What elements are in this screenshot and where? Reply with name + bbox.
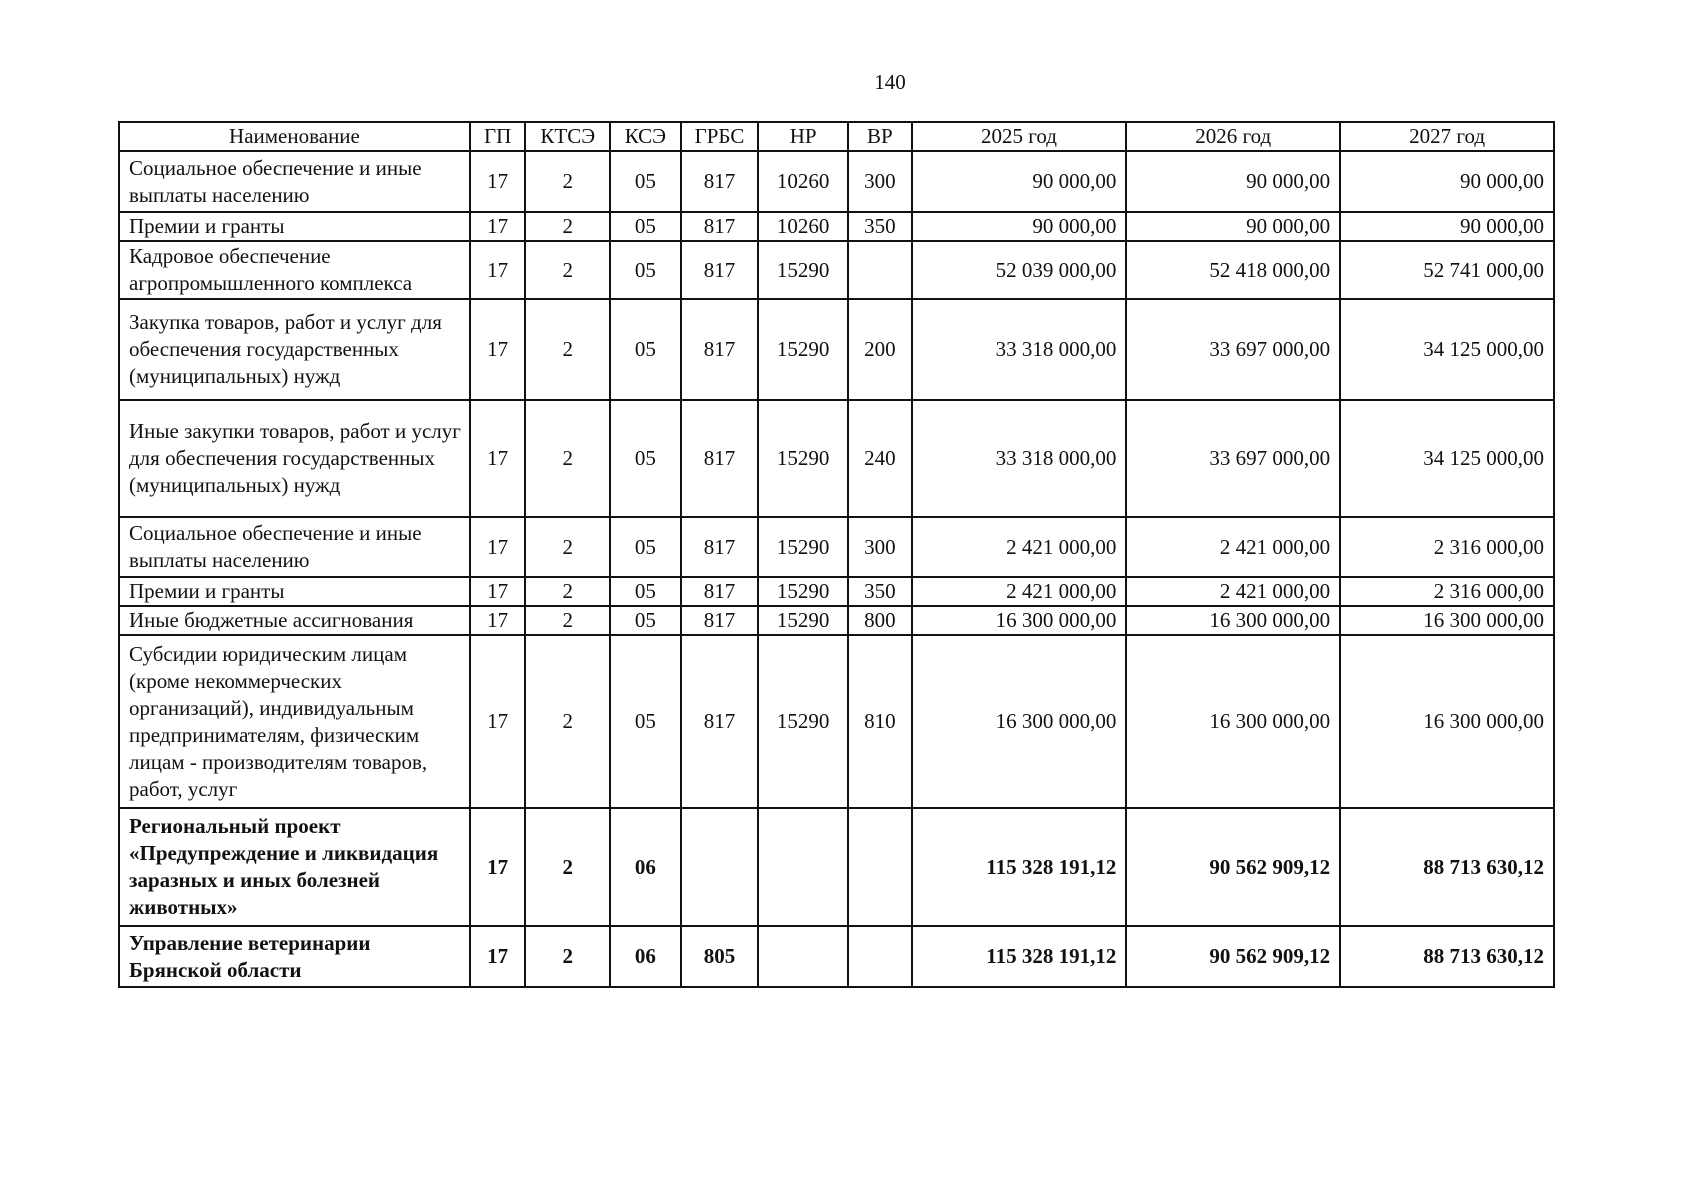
row-ktse: 2 bbox=[525, 151, 610, 212]
table-row bbox=[119, 299, 1554, 400]
row-amount-2026: 16 300 000,00 bbox=[1126, 635, 1340, 808]
row-amount-2027: 34 125 000,00 bbox=[1340, 299, 1554, 400]
row-amount-2025: 52 039 000,00 bbox=[912, 241, 1127, 299]
row-ktse: 2 bbox=[525, 577, 610, 606]
header-gp: ГП bbox=[470, 122, 525, 151]
header-2025: 2025 год bbox=[912, 122, 1127, 151]
row-name: Субсидии юридическим лицам (кроме некоммерческих организаций), индивидуальным предпринимателям, физическим лицам - производителям товаров, работ, услуг bbox=[119, 635, 470, 808]
row-ktse: 2 bbox=[525, 299, 610, 400]
row-name: Социальное обеспечение и иные выплаты населению bbox=[119, 151, 470, 212]
row-ktse: 2 bbox=[525, 400, 610, 517]
row-vr bbox=[848, 926, 912, 987]
row-gp: 17 bbox=[470, 517, 525, 577]
row-ktse: 2 bbox=[525, 926, 610, 987]
row-nr bbox=[758, 808, 848, 926]
row-vr: 800 bbox=[848, 606, 912, 635]
row-amount-2027: 2 316 000,00 bbox=[1340, 577, 1554, 606]
row-amount-2025: 115 328 191,12 bbox=[912, 926, 1127, 987]
row-amount-2025: 16 300 000,00 bbox=[912, 606, 1127, 635]
header-grbs: ГРБС bbox=[681, 122, 759, 151]
row-amount-2025: 115 328 191,12 bbox=[912, 808, 1127, 926]
row-gp: 17 bbox=[470, 926, 525, 987]
row-kse: 05 bbox=[610, 400, 681, 517]
table-row bbox=[119, 212, 1554, 241]
row-amount-2027: 88 713 630,12 bbox=[1340, 808, 1554, 926]
row-nr: 15290 bbox=[758, 606, 848, 635]
table-row bbox=[119, 241, 1554, 299]
budget-table bbox=[118, 121, 1555, 988]
table-row bbox=[119, 635, 1554, 808]
row-amount-2026: 2 421 000,00 bbox=[1126, 517, 1340, 577]
row-nr bbox=[758, 926, 848, 987]
row-amount-2026: 33 697 000,00 bbox=[1126, 299, 1340, 400]
row-name: Кадровое обеспечение агропромышленного комплекса bbox=[119, 241, 470, 299]
row-grbs bbox=[681, 808, 759, 926]
row-nr: 15290 bbox=[758, 517, 848, 577]
row-amount-2025: 2 421 000,00 bbox=[912, 517, 1127, 577]
row-vr: 300 bbox=[848, 517, 912, 577]
row-amount-2026: 52 418 000,00 bbox=[1126, 241, 1340, 299]
row-kse: 06 bbox=[610, 926, 681, 987]
row-kse: 05 bbox=[610, 517, 681, 577]
row-name: Премии и гранты bbox=[119, 577, 470, 606]
row-amount-2026: 90 000,00 bbox=[1126, 151, 1340, 212]
row-amount-2026: 90 562 909,12 bbox=[1126, 926, 1340, 987]
row-grbs: 817 bbox=[681, 241, 759, 299]
table-row bbox=[119, 606, 1554, 635]
row-ktse: 2 bbox=[525, 517, 610, 577]
row-amount-2025: 90 000,00 bbox=[912, 212, 1127, 241]
row-grbs: 805 bbox=[681, 926, 759, 987]
row-name: Иные закупки товаров, работ и услуг для обеспечения государственных (муниципальных) нужд bbox=[119, 400, 470, 517]
row-amount-2025: 2 421 000,00 bbox=[912, 577, 1127, 606]
row-name: Закупка товаров, работ и услуг для обеспечения государственных (муниципальных) нужд bbox=[119, 299, 470, 400]
row-gp: 17 bbox=[470, 808, 525, 926]
row-amount-2027: 90 000,00 bbox=[1340, 212, 1554, 241]
row-gp: 17 bbox=[470, 241, 525, 299]
row-amount-2027: 34 125 000,00 bbox=[1340, 400, 1554, 517]
row-amount-2025: 33 318 000,00 bbox=[912, 299, 1127, 400]
row-ktse: 2 bbox=[525, 241, 610, 299]
row-kse: 05 bbox=[610, 241, 681, 299]
row-gp: 17 bbox=[470, 212, 525, 241]
table-row bbox=[119, 577, 1554, 606]
row-kse: 05 bbox=[610, 151, 681, 212]
row-ktse: 2 bbox=[525, 808, 610, 926]
page-number: 140 bbox=[874, 70, 906, 94]
row-nr: 15290 bbox=[758, 299, 848, 400]
table-row bbox=[119, 400, 1554, 517]
row-vr bbox=[848, 241, 912, 299]
row-amount-2027: 2 316 000,00 bbox=[1340, 517, 1554, 577]
row-vr: 240 bbox=[848, 400, 912, 517]
row-name: Региональный проект «Предупреждение и ликвидация заразных и иных болезней животных» bbox=[119, 808, 470, 926]
row-grbs: 817 bbox=[681, 212, 759, 241]
row-kse: 05 bbox=[610, 635, 681, 808]
header-name: Наименование bbox=[119, 122, 470, 151]
table-row bbox=[119, 517, 1554, 577]
row-vr: 810 bbox=[848, 635, 912, 808]
row-name: Иные бюджетные ассигнования bbox=[119, 606, 470, 635]
row-grbs: 817 bbox=[681, 517, 759, 577]
row-ktse: 2 bbox=[525, 635, 610, 808]
row-vr: 300 bbox=[848, 151, 912, 212]
row-kse: 05 bbox=[610, 212, 681, 241]
row-gp: 17 bbox=[470, 577, 525, 606]
row-gp: 17 bbox=[470, 151, 525, 212]
row-amount-2026: 2 421 000,00 bbox=[1126, 577, 1340, 606]
row-vr bbox=[848, 808, 912, 926]
row-amount-2027: 16 300 000,00 bbox=[1340, 635, 1554, 808]
row-kse: 06 bbox=[610, 808, 681, 926]
header-2027: 2027 год bbox=[1340, 122, 1554, 151]
row-nr: 10260 bbox=[758, 151, 848, 212]
row-vr: 350 bbox=[848, 577, 912, 606]
row-ktse: 2 bbox=[525, 212, 610, 241]
row-grbs: 817 bbox=[681, 606, 759, 635]
row-vr: 350 bbox=[848, 212, 912, 241]
row-gp: 17 bbox=[470, 299, 525, 400]
row-ktse: 2 bbox=[525, 606, 610, 635]
row-amount-2025: 90 000,00 bbox=[912, 151, 1127, 212]
row-vr: 200 bbox=[848, 299, 912, 400]
row-nr: 15290 bbox=[758, 400, 848, 517]
row-gp: 17 bbox=[470, 400, 525, 517]
header-2026: 2026 год bbox=[1126, 122, 1340, 151]
row-grbs: 817 bbox=[681, 151, 759, 212]
row-amount-2026: 90 562 909,12 bbox=[1126, 808, 1340, 926]
table-row bbox=[119, 926, 1554, 987]
row-amount-2025: 16 300 000,00 bbox=[912, 635, 1127, 808]
row-grbs: 817 bbox=[681, 299, 759, 400]
row-name: Премии и гранты bbox=[119, 212, 470, 241]
row-amount-2027: 52 741 000,00 bbox=[1340, 241, 1554, 299]
header-vr: ВР bbox=[848, 122, 912, 151]
row-amount-2027: 16 300 000,00 bbox=[1340, 606, 1554, 635]
row-kse: 05 bbox=[610, 577, 681, 606]
row-nr: 15290 bbox=[758, 635, 848, 808]
table-header-row bbox=[119, 122, 1554, 151]
row-grbs: 817 bbox=[681, 577, 759, 606]
row-amount-2026: 90 000,00 bbox=[1126, 212, 1340, 241]
row-name: Социальное обеспечение и иные выплаты населению bbox=[119, 517, 470, 577]
header-ktse: КТСЭ bbox=[525, 122, 610, 151]
row-amount-2027: 88 713 630,12 bbox=[1340, 926, 1554, 987]
row-grbs: 817 bbox=[681, 400, 759, 517]
row-amount-2027: 90 000,00 bbox=[1340, 151, 1554, 212]
row-grbs: 817 bbox=[681, 635, 759, 808]
row-amount-2026: 33 697 000,00 bbox=[1126, 400, 1340, 517]
header-nr: НР bbox=[758, 122, 848, 151]
row-gp: 17 bbox=[470, 606, 525, 635]
row-amount-2026: 16 300 000,00 bbox=[1126, 606, 1340, 635]
header-kse: КСЭ bbox=[610, 122, 681, 151]
table-row bbox=[119, 151, 1554, 212]
table-body bbox=[119, 151, 1554, 987]
row-nr: 10260 bbox=[758, 212, 848, 241]
row-nr: 15290 bbox=[758, 241, 848, 299]
row-nr: 15290 bbox=[758, 577, 848, 606]
row-kse: 05 bbox=[610, 606, 681, 635]
row-amount-2025: 33 318 000,00 bbox=[912, 400, 1127, 517]
row-kse: 05 bbox=[610, 299, 681, 400]
row-name: Управление ветеринарии Брянской области bbox=[119, 926, 470, 987]
table-row bbox=[119, 808, 1554, 926]
row-gp: 17 bbox=[470, 635, 525, 808]
